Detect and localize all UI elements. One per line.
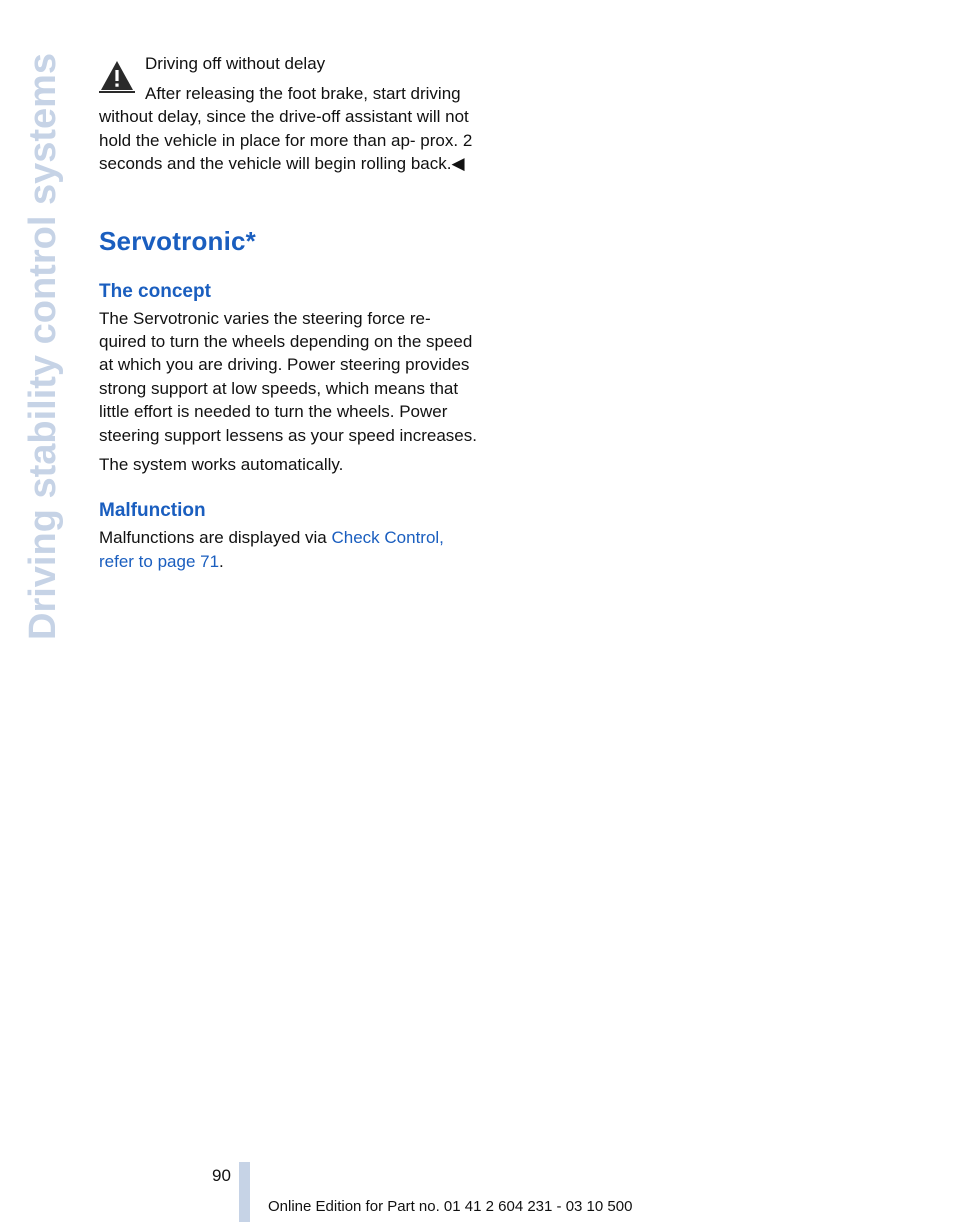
warning-note (99, 52, 479, 176)
page-number: 90 (212, 1166, 231, 1185)
malfunction-text: Malfunctions are displayed via (99, 528, 332, 548)
warning-title: Driving off without delay (145, 54, 326, 73)
edition-footer: Online Edition for Part no. 01 41 2 604 231 - 03 10 500 (268, 1198, 633, 1215)
malfunction-heading: Malfunction (99, 500, 206, 522)
warning-triangle-icon (99, 58, 135, 94)
malfunction-paragraph (99, 526, 479, 573)
page-content (99, 52, 479, 579)
check-control-link[interactable]: Check Control, refer to page 71 (99, 528, 444, 571)
concept-automatic-paragraph: The system works automatically. (99, 455, 344, 475)
concept-heading: The concept (99, 280, 211, 302)
malfunction-period: . (219, 551, 224, 571)
chapter-side-title: Driving stability control systems (22, 52, 64, 640)
footer-accent-bar (239, 1162, 250, 1222)
section-title: Servotronic* (99, 225, 257, 256)
warning-text: After releasing the foot brake, start driving without delay, since the drive-off assistant will not hold the vehicle in place for more than ap- prox. 2 seconds and the vehicle will begin rolling back.◀ (99, 84, 473, 174)
concept-paragraph: The Servotronic varies the steering force re- quired to turn the wheels depending on the speed at which you are driving. Power steering provides strong support at low speeds, which means that little effort is needed to turn the wheels. Power steering support lessens as your speed increases. (99, 308, 477, 445)
